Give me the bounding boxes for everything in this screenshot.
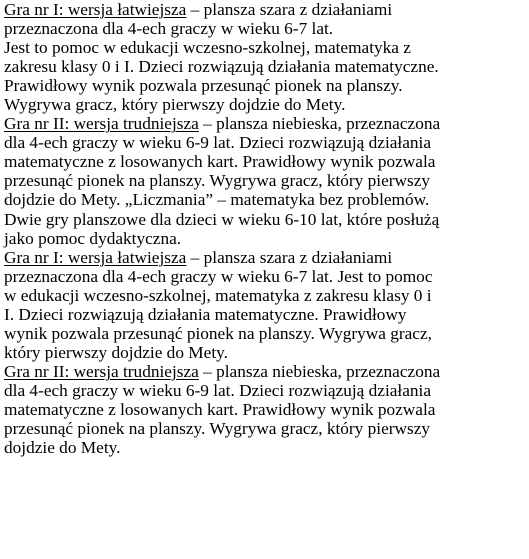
text-line: Wygrywa gracz, który pierwszy dojdzie do Mety.: [4, 95, 346, 115]
text-line: matematyczne z losowanych kart. Prawidłowy wynik pozwala: [4, 152, 436, 172]
text-line: przesunąć pionek na planszy. Wygrywa gracz, który pierwszy: [4, 171, 431, 191]
game-2-heading: Gra nr II: wersja trudniejsza: [4, 114, 199, 134]
text-line: przeznaczona dla 4-ech graczy w wieku 6-7 lat.: [4, 19, 334, 39]
game-1-heading: Gra nr I: wersja łatwiejsza: [4, 0, 187, 19]
game-1-heading: Gra nr I: wersja łatwiejsza: [4, 247, 187, 267]
section-heading-line: [4, 362, 525, 381]
game-1-description: – plansza szara z działaniami: [186, 247, 393, 267]
game-2-description: – plansza niebieska, przeznaczona: [198, 361, 441, 381]
game-2-description: – plansza niebieska, przeznaczona: [198, 114, 441, 134]
text-line: dojdzie do Mety.: [4, 438, 121, 458]
text-line: zakresu klasy 0 i I. Dzieci rozwiązują działania matematyczne.: [4, 57, 439, 77]
text-line: dla 4-ech graczy w wieku 6-9 lat. Dzieci rozwiązują działania: [4, 380, 432, 400]
text-line: przesunąć pionek na planszy. Wygrywa gracz, który pierwszy: [4, 419, 431, 439]
text-line: I. Dzieci rozwiązują działania matematyczne. Prawidłowy: [4, 304, 407, 324]
text-line: Dwie gry planszowe dla dzieci w wieku 6-10 lat, które posłużą: [4, 209, 440, 229]
game-2-heading: Gra nr II: wersja trudniejsza: [4, 361, 199, 381]
section-heading-line: [4, 0, 525, 19]
text-line: przeznaczona dla 4-ech graczy w wieku 6-7 lat. Jest to pomoc: [4, 266, 433, 286]
text-line: matematyczne z losowanych kart. Prawidłowy wynik pozwala: [4, 399, 436, 419]
text-line: Jest to pomoc w edukacji wczesno-szkolnej, matematyka z: [4, 38, 411, 58]
text-line: który pierwszy dojdzie do Mety.: [4, 342, 228, 362]
text-line: w edukacji wczesno-szkolnej, matematyka z zakresu klasy 0 i: [4, 285, 432, 305]
section-heading-line: [4, 114, 525, 133]
text-line: dojdzie do Mety. „Liczmania” – matematyka bez problemów.: [4, 190, 430, 210]
section-heading-line: [4, 248, 525, 267]
text-line: dla 4-ech graczy w wieku 6-9 lat. Dzieci rozwiązują działania: [4, 133, 432, 153]
text-line: jako pomoc dydaktyczna.: [4, 228, 182, 248]
text-line: wynik pozwala przesunąć pionek na planszy. Wygrywa gracz,: [4, 323, 432, 343]
text-line: Prawidłowy wynik pozwala przesunąć pionek na planszy.: [4, 76, 403, 96]
game-1-description: – plansza szara z działaniami: [186, 0, 393, 19]
